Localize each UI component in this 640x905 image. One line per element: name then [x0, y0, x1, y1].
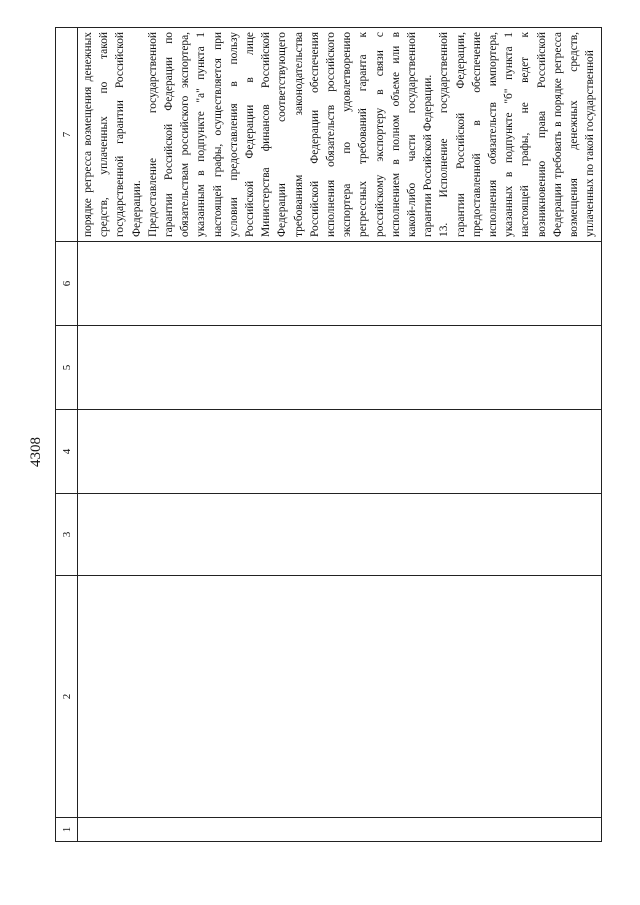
column-header-5: 5	[56, 326, 78, 410]
paragraph-regress-end: порядке регресса возмещения денежных средств, уплаченных по такой государственной гарантии Российской Федерации.	[82, 32, 143, 237]
data-table	[55, 27, 602, 842]
cell-col-1	[78, 818, 602, 842]
table-header-row	[56, 28, 78, 842]
rotated-table-container	[55, 28, 597, 842]
paragraph-exporter-guarantee: Предоставление государственной гарантии Российской Федерации по обязательствам российского экспортера, указанным в подпункте "а" пункта 1 настоящей графы, осуществляется при условии предоставления в пользу Российской Федерации в лице Министерства финансов Российской Федерации соответствующего требованиям законодательства Российской Федерации обеспечения исполнения обязательств российского экспортера по удовлетворению регрессных требований гаранта к российскому экспортеру в связи с исполнением в полном объеме или в какой-либо части государственной гарантии Российской Федерации.	[146, 32, 435, 237]
column-header-3: 3	[56, 494, 78, 576]
cell-col-6	[78, 242, 602, 326]
cell-col-3	[78, 494, 602, 576]
cell-col-2	[78, 576, 602, 818]
table-row	[78, 28, 602, 842]
column-7-text	[78, 28, 601, 241]
cell-col-4	[78, 410, 602, 494]
cell-col-7	[78, 28, 602, 242]
page-number: 4308	[28, 437, 44, 467]
column-header-1: 1	[56, 818, 78, 842]
paragraph-13-importer: 13. Исполнение государственной гарантии Российской Федерации, предоставленной в обеспечение исполнения обязательств импортера, указанных в подпункте "б" пункта 1 настоящей графы, не ведет к возникновению права Российской Федерации требовать в порядке регресса возмещения денежных средств, уплаченных по такой государственной	[438, 32, 597, 237]
column-header-7: 7	[56, 28, 78, 242]
column-header-4: 4	[56, 410, 78, 494]
column-header-6: 6	[56, 242, 78, 326]
cell-col-5	[78, 326, 602, 410]
column-header-2: 2	[56, 576, 78, 818]
